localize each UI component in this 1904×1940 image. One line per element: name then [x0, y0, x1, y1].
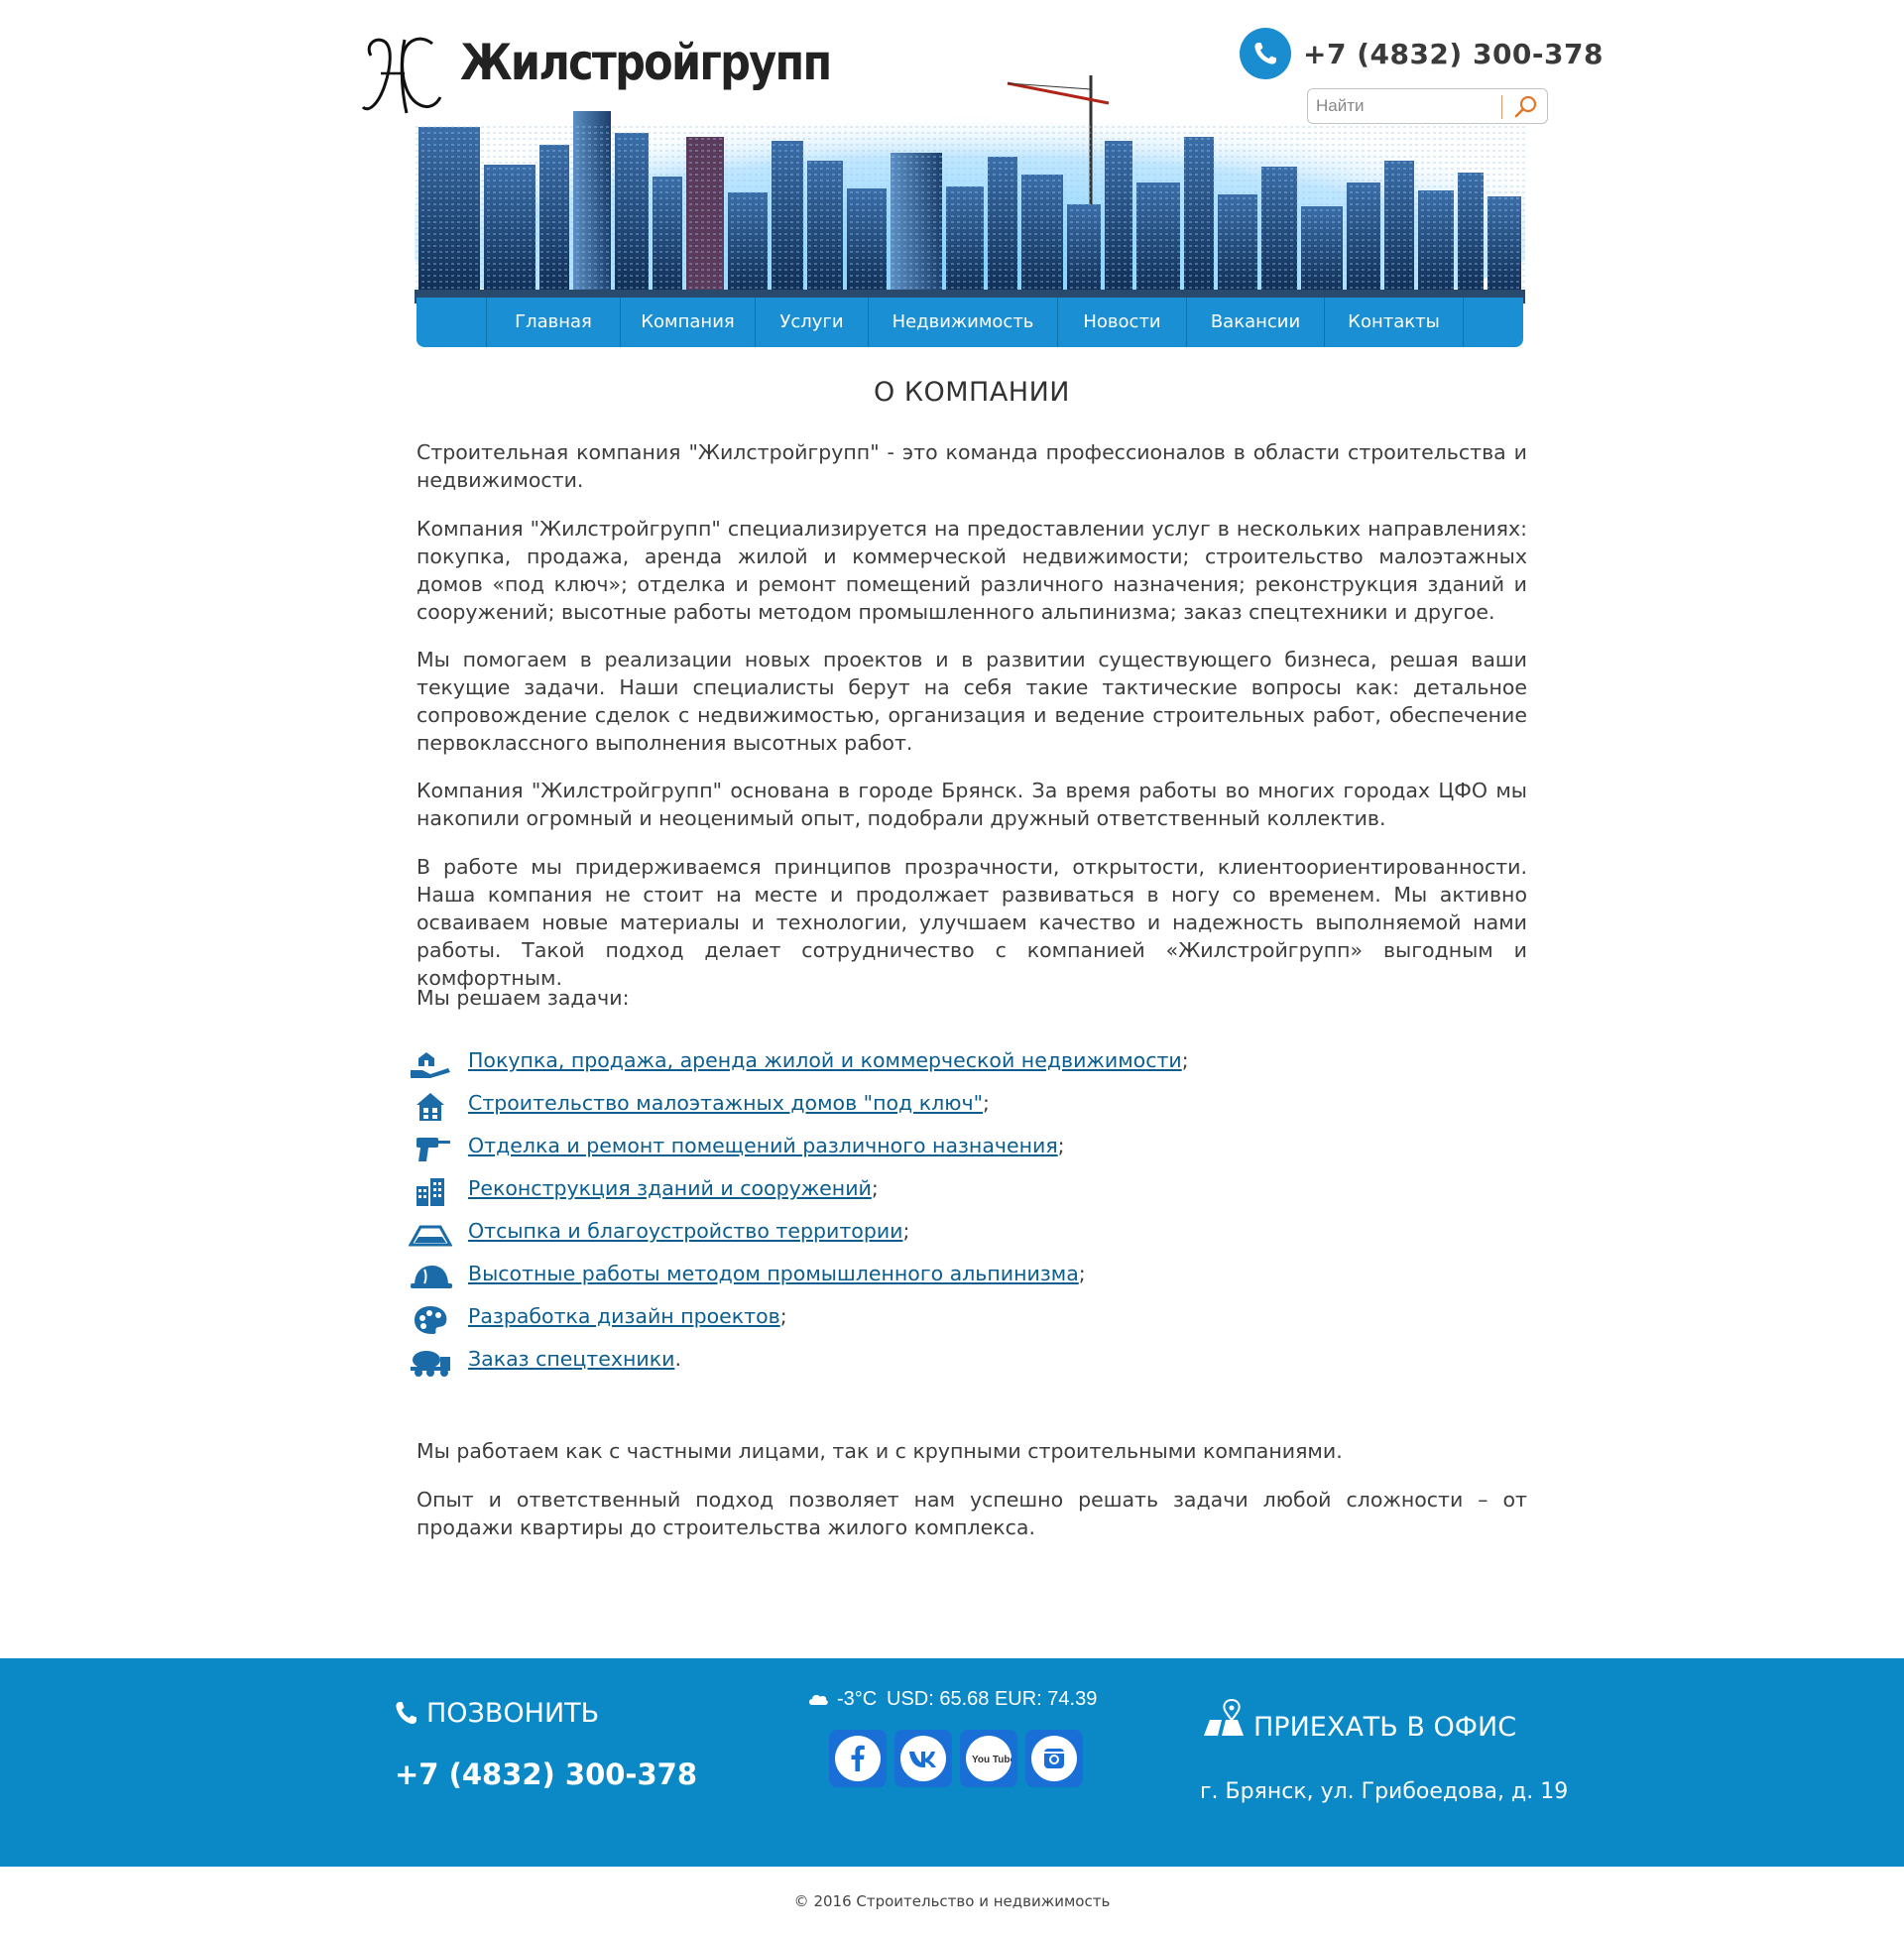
- vk-icon: [900, 1736, 946, 1781]
- palette-icon: [409, 1304, 452, 1336]
- list-item: [409, 1089, 1400, 1129]
- main-nav: [416, 298, 1523, 347]
- services-paragraph: Компания "Жилстройгрупп" специализируется на предоставлении услуг в нескольких направлениях: покупка, продажа, аренда жилой и коммерческой недвижимости; строительство малоэтажных домов «под ключ»; отделка и ремонт помещений различного назначения; реконструкция зданий и сооружений; высотные работы методом промышленного альпинизма; заказ спецтехники и другое.: [416, 517, 1527, 624]
- youtube-icon: [966, 1736, 1012, 1781]
- nav-item-services[interactable]: Услуги: [779, 311, 844, 332]
- clients-paragraph: Мы работаем как с частными лицами, так и с крупными строительными компаниями.: [416, 1439, 1343, 1463]
- nav-item-company[interactable]: Компания: [641, 311, 735, 332]
- facebook-icon: [835, 1736, 881, 1781]
- site-footer: [0, 1658, 1904, 1867]
- footer-call-label: ПОЗВОНИТЬ: [426, 1698, 600, 1729]
- task-link-construction[interactable]: Строительство малоэтажных домов "под ключ";: [468, 1091, 990, 1115]
- task-link-reconstruction[interactable]: Реконструкция зданий и сооружений;: [468, 1176, 879, 1200]
- instagram-icon: [1031, 1736, 1077, 1781]
- nav-item-news[interactable]: Новости: [1083, 311, 1161, 332]
- vk-button[interactable]: [894, 1730, 952, 1787]
- history-paragraph: Компания "Жилстройгрупп" основана в городе Брянск. За время работы во многих городах ЦФО мы накопили огромный и неоценимый опыт, подобрали дружный ответственный коллектив.: [416, 779, 1527, 830]
- copyright: © 2016 Строительство и недвижимость: [793, 1892, 1111, 1910]
- currency-rates: USD: 65.68 EUR: 74.39: [887, 1688, 1098, 1710]
- footer-address: г. Брянск, ул. Грибоедова, д. 19: [1200, 1779, 1569, 1804]
- nav-item-vacancies[interactable]: Вакансии: [1210, 311, 1301, 332]
- cloud-icon: [807, 1692, 829, 1706]
- buildings-icon: [409, 1176, 452, 1208]
- logo-text: Жилстройгрупп: [460, 34, 831, 91]
- list-item: [409, 1345, 1400, 1385]
- list-item: [409, 1174, 1400, 1214]
- map-pin-icon: [1202, 1698, 1246, 1742]
- intro-paragraph: Строительная компания "Жилстройгрупп" - это команда профессионалов в области строительства и недвижимости.: [416, 440, 1527, 492]
- header-phone-number[interactable]: +7 (4832) 300-378: [1303, 38, 1604, 70]
- phone-icon: [395, 1700, 418, 1726]
- weather-temperature: -3°C: [837, 1688, 878, 1710]
- task-link-design[interactable]: Разработка дизайн проектов;: [468, 1304, 787, 1328]
- page-title: О КОМПАНИИ: [873, 377, 1071, 408]
- skyline-banner-image: [415, 65, 1525, 303]
- list-item: [409, 1132, 1400, 1171]
- site-header: [0, 0, 1904, 349]
- nav-divider: [1463, 298, 1464, 347]
- tasks-intro: Мы решаем задачи:: [416, 986, 630, 1010]
- task-link-realty[interactable]: Покупка, продажа, аренда жилой и коммерческой недвижимости;: [468, 1048, 1189, 1072]
- youtube-button[interactable]: [960, 1730, 1017, 1787]
- hand-house-icon: [409, 1048, 452, 1080]
- footer-phone-number[interactable]: +7 (4832) 300-378: [395, 1758, 697, 1791]
- list-item: [409, 1260, 1400, 1299]
- helmet-icon: [409, 1262, 452, 1293]
- terrain-icon: [409, 1219, 452, 1251]
- facebook-button[interactable]: [829, 1730, 887, 1787]
- svg-text:You Tube: You Tube: [972, 1755, 1012, 1765]
- help-paragraph: Мы помогаем в реализации новых проектов и в развитии существующего бизнеса, решая ваши текущие задачи. Наши специалисты берут на себя такие тактические вопросы как: детальное сопровождение сделок с недвижимостью, организация и ведение строительных работ, обеспечение первоклассного выполнения высотных работ.: [416, 648, 1527, 755]
- nav-item-home[interactable]: Главная: [515, 311, 592, 332]
- house-icon: [409, 1091, 452, 1123]
- experience-paragraph: Опыт и ответственный подход позволяет нам успешно решать задачи любой сложности – от продажи квартиры до строительства жилого комплекса.: [416, 1488, 1527, 1539]
- footer-office-label: ПРИЕХАТЬ В ОФИС: [1253, 1712, 1517, 1743]
- nav-item-contacts[interactable]: Контакты: [1348, 311, 1440, 332]
- truck-icon: [409, 1347, 452, 1379]
- principles-paragraph: В работе мы придерживаемся принципов прозрачности, открытости, клиентоориентированности. Наша компания не стоит на месте и продолжает развиваться в ногу со временем. Мы активно осваиваем новые материалы и технологии, улучшаем качество и надежность выполняемой нами работы. Такой подход делает сотрудничество с компанией «Жилстройгрупп» выгодным и комфортным.: [416, 855, 1527, 990]
- drill-icon: [409, 1134, 452, 1165]
- task-link-landscaping[interactable]: Отсыпка и благоустройство территории;: [468, 1219, 910, 1243]
- list-item: [409, 1217, 1400, 1257]
- task-link-alpinism[interactable]: Высотные работы методом промышленного альпинизма;: [468, 1262, 1086, 1285]
- list-item: [409, 1302, 1400, 1342]
- task-link-renovation[interactable]: Отделка и ремонт помещений различного назначения;: [468, 1134, 1065, 1157]
- task-link-machinery[interactable]: Заказ спецтехники.: [468, 1347, 681, 1371]
- instagram-button[interactable]: [1025, 1730, 1083, 1787]
- list-item: [409, 1046, 1400, 1086]
- nav-item-realty[interactable]: Недвижимость: [892, 311, 1034, 332]
